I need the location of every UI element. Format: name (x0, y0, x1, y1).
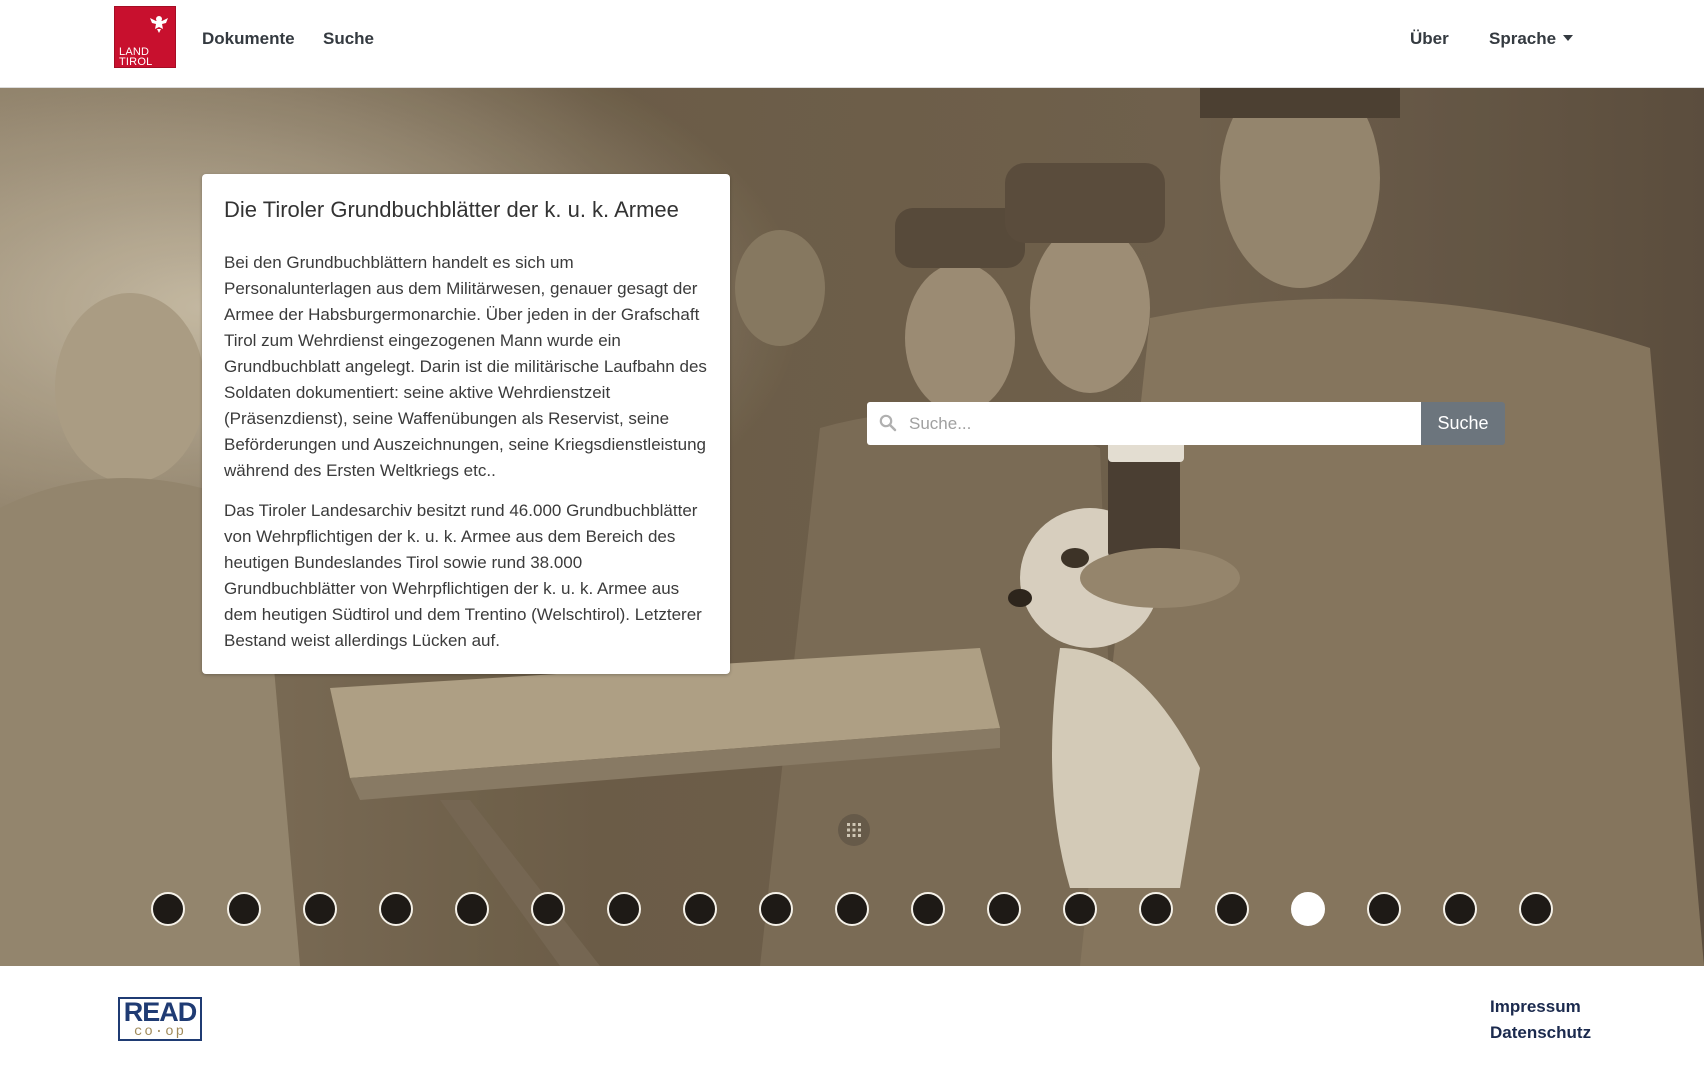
carousel-dot-4[interactable] (379, 892, 413, 926)
intro-card (202, 174, 730, 674)
carousel-dot-9[interactable] (759, 892, 793, 926)
footer-link-impressum[interactable]: Impressum (1490, 997, 1581, 1016)
carousel-dot-19[interactable] (1519, 892, 1553, 926)
carousel-dot-3[interactable] (303, 892, 337, 926)
logo-text-tirol: TIROL (119, 56, 153, 68)
intro-title: Die Tiroler Grundbuchblätter der k. u. k. Armee (224, 197, 679, 222)
carousel-dot-14[interactable] (1139, 892, 1173, 926)
carousel-dot-11[interactable] (911, 892, 945, 926)
land-tirol-logo[interactable] (114, 6, 176, 68)
carousel-dot-6[interactable] (531, 892, 565, 926)
carousel-dot-13[interactable] (1063, 892, 1097, 926)
carousel-dot-16[interactable] (1291, 892, 1325, 926)
grid-icon[interactable] (838, 814, 870, 846)
carousel-dot-5[interactable] (455, 892, 489, 926)
search-input-container[interactable] (867, 402, 1421, 445)
eagle-icon (148, 12, 170, 34)
carousel-dot-7[interactable] (607, 892, 641, 926)
chevron-down-icon (1563, 35, 1573, 41)
language-dropdown-label: Sprache (1489, 29, 1557, 48)
search-button[interactable]: Suche (1421, 402, 1505, 445)
carousel-dot-18[interactable] (1443, 892, 1477, 926)
intro-paragraph-1: Bei den Grundbuchblättern handelt es sich um Personalunterlagen aus dem Militärwesen, genauer gesagt der Armee der Habsburgermonarchie. Über jeden in der Grafschaft Tirol zum Wehrdienst eingezogenen Mann wurde ein Grundbuchblatt angelegt. Darin ist die militärische Laufbahn des Soldaten dokumentiert: seine aktive Wehrdienstzeit (Präsenzdienst), seine Waffenübungen als Reservist, seine Beförderungen und Auszeichnungen, seine Kriegsdienstleistung während des Ersten Weltkriegs etc.. (224, 253, 707, 480)
carousel-dot-15[interactable] (1215, 892, 1249, 926)
carousel-dot-12[interactable] (987, 892, 1021, 926)
nav-suche[interactable]: Suche (323, 29, 375, 48)
carousel-dot-8[interactable] (683, 892, 717, 926)
read-logo-sub: co·op (133, 1024, 186, 1040)
footer-link-datenschutz[interactable]: Datenschutz (1490, 1023, 1592, 1042)
intro-paragraph-2: Das Tiroler Landesarchiv besitzt rund 46.000 Grundbuchblätter von Wehrpflichtigen der k. u. k. Armee aus dem Bereich des heutigen Bundeslandes Tirol sowie rund 38.000 Grundbuchblätter von Wehrpflichtigen der k. u. k. Armee aus dem heutigen Südtirol und dem Trentino (Welschtirol). Letzterer Bestand weist allerdings Lücken auf. (224, 501, 702, 650)
carousel-dot-17[interactable] (1367, 892, 1401, 926)
logo-text-land: LAND (119, 46, 150, 58)
search-icon (879, 414, 897, 432)
nav-ueber[interactable]: Über (1410, 29, 1449, 48)
search-bar (867, 402, 1505, 445)
carousel-dot-10[interactable] (835, 892, 869, 926)
carousel-dot-2[interactable] (227, 892, 261, 926)
carousel-indicators (0, 890, 1704, 930)
hero-carousel (0, 88, 1704, 966)
language-dropdown[interactable] (1489, 29, 1573, 49)
read-logo-word: READ (123, 997, 197, 1027)
read-coop-logo[interactable] (118, 997, 202, 1041)
search-input[interactable] (909, 402, 1409, 445)
carousel-dot-1[interactable] (151, 892, 185, 926)
navbar (0, 0, 1704, 88)
footer (0, 966, 1704, 1072)
nav-dokumente[interactable]: Dokumente (202, 29, 295, 48)
